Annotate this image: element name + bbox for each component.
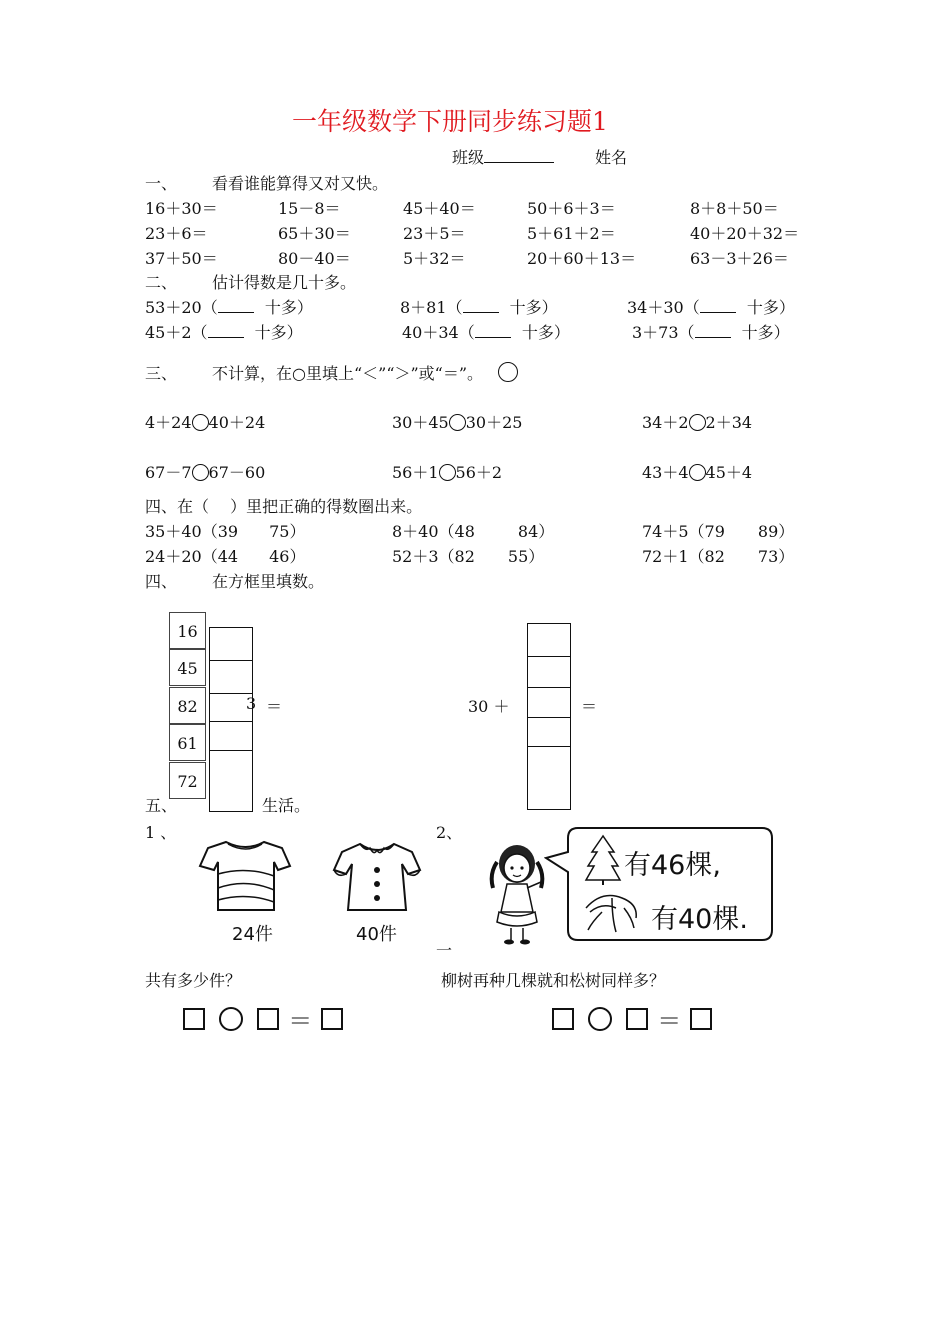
estimate-blank[interactable]: [218, 300, 254, 313]
girl-icon: [483, 842, 553, 946]
estimate-expression: 34＋30（: [627, 298, 700, 317]
compare-left: 43＋4: [642, 463, 689, 482]
choice-a[interactable]: 35＋40（39: [145, 522, 239, 541]
left-partial-digit: 3: [246, 694, 257, 713]
compare-circle[interactable]: [192, 414, 209, 431]
calc-problem: 80－40＝: [278, 249, 351, 268]
answer-box[interactable]: [626, 1008, 648, 1030]
result-box[interactable]: [690, 1008, 712, 1030]
compare-problem: [392, 460, 502, 483]
compare-circle[interactable]: [689, 414, 706, 431]
compare-left: 56＋1: [392, 463, 439, 482]
answer-equation-2: [552, 1001, 712, 1036]
estimate-problem: [627, 295, 795, 318]
t-shirt-count-label: 24件: [232, 924, 273, 945]
choose-problem: [145, 544, 305, 567]
left-answer-box[interactable]: [209, 750, 253, 812]
compare-problem: [642, 460, 752, 483]
number-cell: 16: [169, 612, 206, 649]
answer-equation-1: [183, 1001, 343, 1036]
section-3-heading-text: 不计算，在○里填上“＜”“＞”或“＝”。: [212, 364, 484, 383]
question-2: 柳树再种几棵就和松树同样多？: [441, 971, 666, 990]
choose-problem: [392, 519, 554, 542]
section-1-number: 一、: [145, 174, 178, 193]
estimate-problem: [400, 295, 558, 318]
number-cell: 72: [169, 762, 206, 799]
estimate-expression: 8＋81（: [400, 298, 463, 317]
estimate-expression: 40＋34（: [402, 323, 475, 342]
right-answer-box[interactable]: [527, 656, 571, 688]
pine-tree-icon: [584, 834, 622, 886]
number-cell: 61: [169, 724, 206, 761]
calc-problem: 8＋8＋50＝: [690, 199, 779, 218]
estimate-blank[interactable]: [463, 300, 499, 313]
class-label: 班级: [452, 148, 485, 167]
section-6-heading-tail: 生活。: [262, 796, 311, 815]
section-1-heading: 看看谁能算得又对又快。: [212, 174, 389, 193]
estimate-tail: 十多）: [259, 298, 313, 317]
right-answer-box[interactable]: [527, 746, 571, 810]
number-cell: 82: [169, 687, 206, 724]
estimate-tail: 十多）: [741, 298, 795, 317]
right-expression: 30 ＋: [468, 697, 510, 716]
compare-left: 4＋24: [145, 413, 192, 432]
choice-b[interactable]: 75）: [269, 522, 306, 541]
left-answer-box[interactable]: [209, 627, 253, 661]
compare-right: 40＋24: [208, 413, 266, 432]
estimate-problem: [145, 295, 313, 318]
calc-problem: 23＋5＝: [403, 224, 466, 243]
calc-problem: 40＋20＋32＝: [690, 224, 800, 243]
section-3-number: 三、: [145, 364, 178, 383]
section-5-heading: 在方框里填数。: [212, 572, 325, 591]
compare-right: 2＋34: [705, 413, 753, 432]
class-blank[interactable]: [484, 150, 554, 163]
choice-a[interactable]: 74＋5（79: [642, 522, 725, 541]
estimate-tail: 十多）: [249, 323, 303, 342]
choose-problem: [392, 544, 544, 567]
choose-problem: [642, 544, 794, 567]
class-field: [452, 145, 554, 168]
equals-sign: ＝: [288, 1007, 313, 1035]
section-3-heading: [212, 361, 518, 384]
equals-sign: ＝: [657, 1007, 682, 1035]
choice-b[interactable]: 89）: [757, 522, 795, 541]
right-answer-box[interactable]: [527, 687, 571, 718]
question-1-number: 1 、: [145, 823, 177, 842]
example-circle-icon: [498, 362, 518, 382]
calc-problem: 23＋6＝: [145, 224, 208, 243]
answer-box[interactable]: [257, 1008, 279, 1030]
estimate-blank[interactable]: [475, 325, 511, 338]
estimate-blank[interactable]: [695, 325, 731, 338]
compare-right: 30＋25: [465, 413, 523, 432]
choice-a[interactable]: 8＋40（48: [392, 522, 475, 541]
compare-right: 45＋4: [705, 463, 753, 482]
willow-tree-count: 有40棵.: [651, 904, 748, 935]
pine-tree-count: 有46棵,: [624, 850, 721, 881]
compare-problem: [145, 410, 265, 433]
section-5-number: 四、: [145, 572, 178, 591]
choice-b[interactable]: 84）: [517, 522, 555, 541]
section-2-number: 二、: [145, 273, 178, 292]
estimate-problem: [402, 320, 570, 343]
compare-right: 56＋2: [455, 463, 503, 482]
dress-count-label: 40件: [356, 924, 397, 945]
section-2-heading: 估计得数是几十多。: [212, 273, 357, 292]
result-box[interactable]: [321, 1008, 343, 1030]
compare-left: 30＋45: [392, 413, 449, 432]
number-cell: 45: [169, 649, 206, 686]
estimate-expression: 45＋2（: [145, 323, 208, 342]
stray-mark: 一: [436, 941, 453, 960]
calc-problem: 5＋32＝: [403, 249, 466, 268]
compare-problem: [145, 460, 265, 483]
choice-b[interactable]: 73）: [757, 547, 795, 566]
estimate-tail: 十多）: [736, 323, 790, 342]
choice-b[interactable]: 55）: [507, 547, 545, 566]
compare-circle[interactable]: [449, 414, 466, 431]
page-title: 一年级数学下册同步练习题1: [292, 107, 608, 136]
compare-left: 34＋2: [642, 413, 689, 432]
question-1: 共有多少件？: [145, 971, 242, 990]
left-equals: ＝: [266, 697, 283, 716]
calc-problem: 20＋60＋13＝: [527, 249, 637, 268]
choice-a[interactable]: 52＋3（82: [392, 547, 475, 566]
estimate-expression: 53＋20（: [145, 298, 218, 317]
t-shirt-icon: [198, 838, 292, 914]
choose-problem: [145, 519, 305, 542]
right-answer-box[interactable]: [527, 623, 571, 657]
compare-left: 67－7: [145, 463, 192, 482]
compare-circle[interactable]: [192, 464, 209, 481]
willow-tree-icon: [582, 888, 642, 934]
estimate-tail: 十多）: [504, 298, 558, 317]
compare-circle[interactable]: [689, 464, 706, 481]
right-answer-box[interactable]: [527, 717, 571, 747]
choice-a[interactable]: 72＋1（82: [642, 547, 725, 566]
estimate-blank[interactable]: [700, 300, 736, 313]
left-answer-box[interactable]: [209, 693, 253, 722]
estimate-problem: [145, 320, 303, 343]
section-4-heading: 四、在（ ）里把正确的得数圈出来。: [145, 497, 423, 516]
dress-icon: [330, 838, 424, 914]
calc-problem: 5＋61＋2＝: [527, 224, 616, 243]
right-equals: ＝: [581, 697, 598, 716]
answer-box[interactable]: [183, 1008, 205, 1030]
calc-problem: 63－3＋26＝: [690, 249, 789, 268]
choice-a[interactable]: 24＋20（44: [145, 547, 239, 566]
choose-problem: [642, 519, 794, 542]
operator-circle[interactable]: [219, 1007, 243, 1031]
calc-problem: 65＋30＝: [278, 224, 351, 243]
estimate-problem: [632, 320, 790, 343]
section-6-number: 五、: [145, 796, 178, 815]
estimate-expression: 3＋73（: [632, 323, 695, 342]
left-answer-box[interactable]: [209, 721, 253, 751]
calc-problem: 50＋6＋3＝: [527, 199, 616, 218]
compare-problem: [392, 410, 522, 433]
estimate-tail: 十多）: [516, 323, 570, 342]
name-label: 姓名: [595, 148, 628, 167]
question-2-number: 2、: [436, 823, 463, 842]
compare-problem: [642, 410, 752, 433]
calc-problem: 16＋30＝: [145, 199, 218, 218]
left-answer-box[interactable]: [209, 660, 253, 694]
calc-problem: 15－8＝: [278, 199, 341, 218]
estimate-blank[interactable]: [208, 325, 244, 338]
calc-problem: 37＋50＝: [145, 249, 218, 268]
compare-right: 67－60: [208, 463, 266, 482]
compare-circle[interactable]: [439, 464, 456, 481]
answer-box[interactable]: [552, 1008, 574, 1030]
choice-b[interactable]: 46）: [269, 547, 306, 566]
operator-circle[interactable]: [588, 1007, 612, 1031]
calc-problem: 45＋40＝: [403, 199, 476, 218]
